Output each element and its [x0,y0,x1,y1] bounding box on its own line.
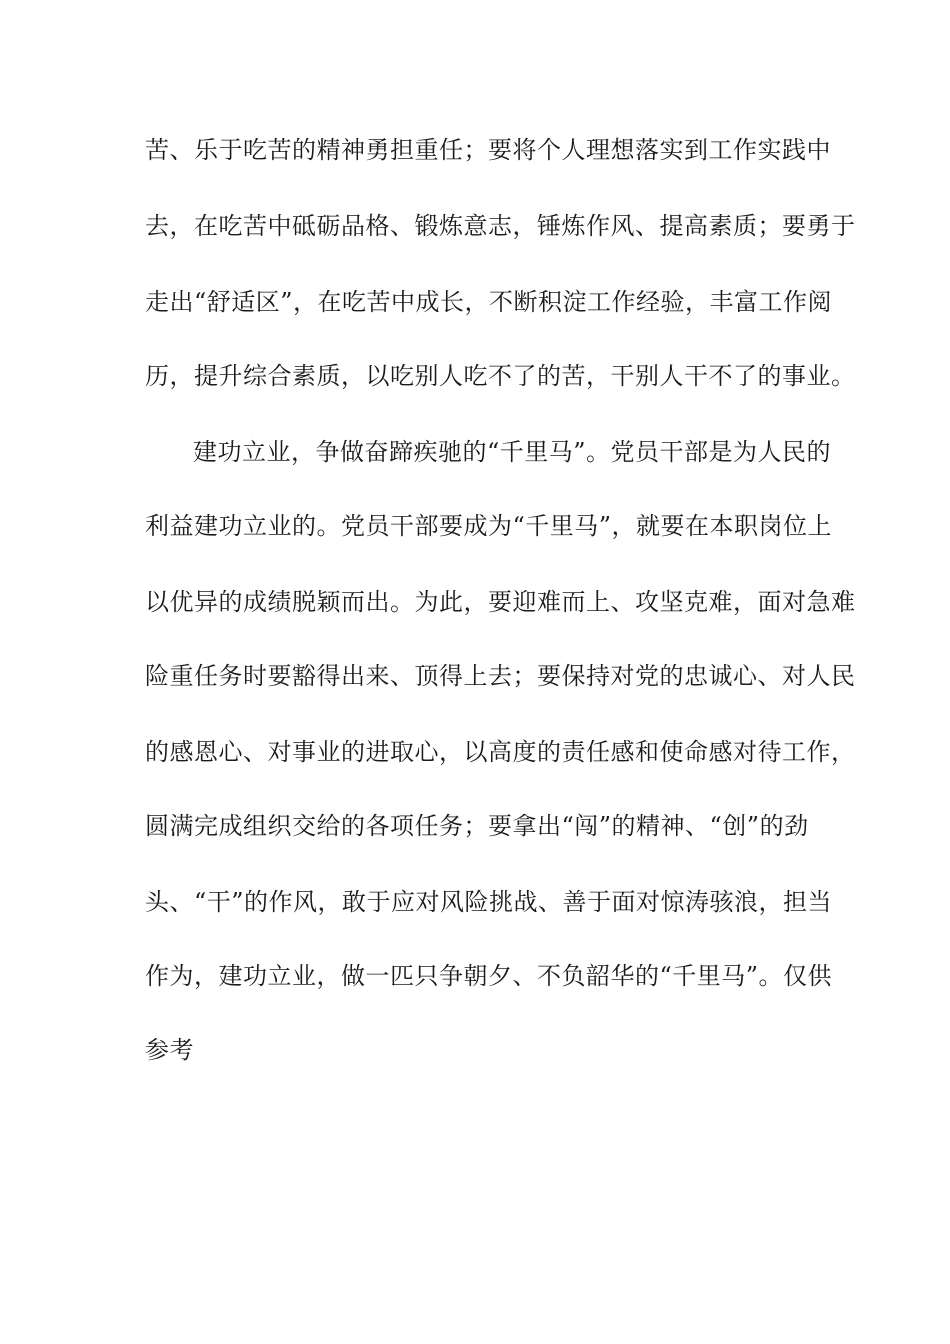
paragraph-line: 以优异的成绩脱颖而出。为此，要迎难而上、攻坚克难，面对急难 [145,588,856,616]
paragraph-line: 作为，建功立业，做一匹只争朝夕、不负韶华的“千里马”。仅供 [145,962,833,990]
paragraph-line: 苦、乐于吃苦的精神勇担重任；要将个人理想落实到工作实践中 [145,136,831,164]
paragraph-line: 参考 [145,1036,194,1064]
paragraph-line: 利益建功立业的。党员干部要成为“千里马”，就要在本职岗位上 [145,512,833,540]
paragraph-line: 头、“干”的作风，敢于应对风险挑战、善于面对惊涛骇浪，担当 [145,888,833,916]
paragraph-line: 历，提升综合素质，以吃别人吃不了的苦，干别人干不了的事业。 [145,362,856,390]
paragraph-line: 的感恩心、对事业的进取心，以高度的责任感和使命感对待工作， [145,738,856,766]
paragraph-line: 走出“舒适区”，在吃苦中成长，不断积淀工作经验，丰富工作阅 [145,288,833,316]
paragraph-line: 险重任务时要豁得出来、顶得上去；要保持对党的忠诚心、对人民 [145,662,856,690]
paragraph-line: 建功立业，争做奋蹄疾驰的“千里马”。党员干部是为人民的 [193,438,832,466]
paragraph-line: 圆满完成组织交给的各项任务；要拿出“闯”的精神、“创”的劲 [145,812,809,840]
paragraph-line: 去，在吃苦中砥砺品格、锻炼意志，锤炼作风、提高素质；要勇于 [145,212,856,240]
